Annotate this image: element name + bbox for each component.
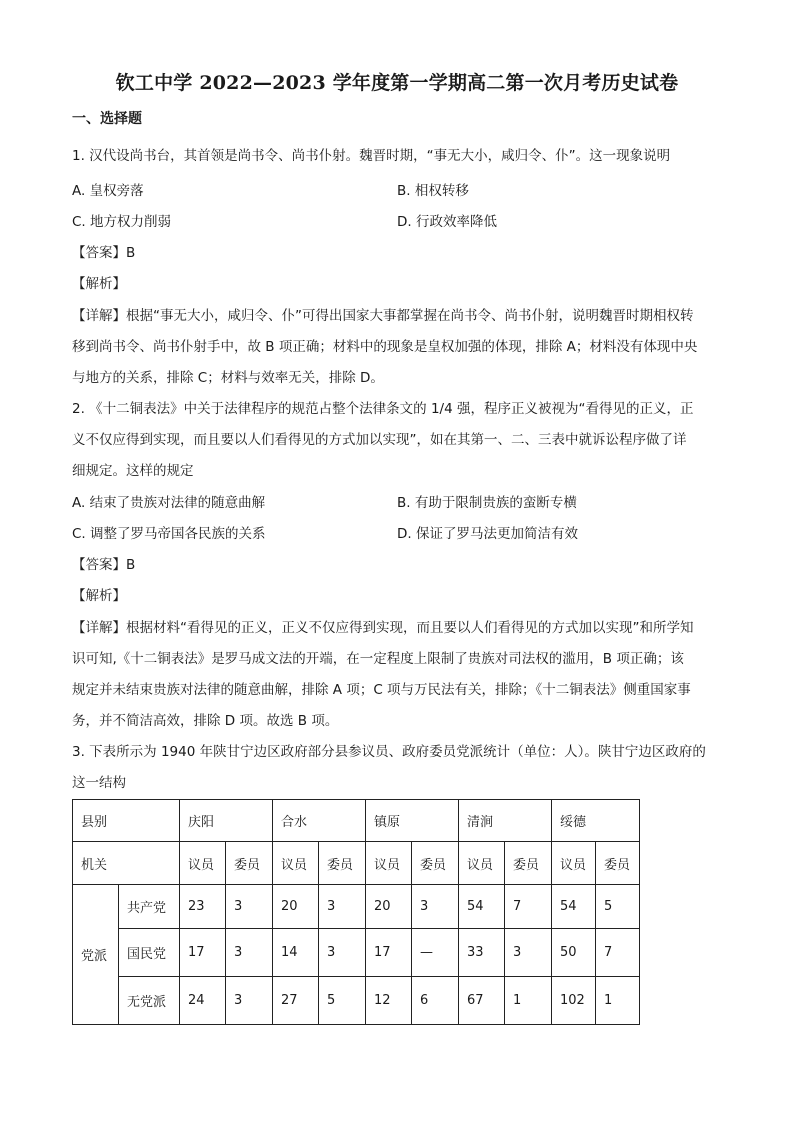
q1-stem: 1. 汉代设尚书台，其首领是尚书令、尚书仆射。魏晋时期，“事无大小，咸归令、仆”。这一现象说明 [72, 148, 671, 164]
county-name: 合水 [273, 800, 366, 842]
role-councilor: 议员 [273, 842, 319, 885]
q1-analysis: 【解析】 [72, 276, 126, 292]
q2-answer: 【答案】B [72, 557, 136, 573]
section-heading: 一、选择题 [72, 111, 142, 127]
q2-option-d: D. 保证了罗马法更加简洁有效 [397, 526, 578, 542]
county-name: 清涧 [459, 800, 552, 842]
table-cell: 20 [366, 885, 412, 929]
role-committee: 委员 [319, 842, 366, 885]
role-councilor: 议员 [366, 842, 412, 885]
table-cell: 50 [552, 929, 596, 977]
table-row [73, 929, 640, 977]
q1-detail-line: 与地方的关系，排除 C；材料与效率无关，排除 D。 [72, 370, 384, 386]
table-cell: 17 [366, 929, 412, 977]
table-cell: 17 [180, 929, 226, 977]
county-name: 镇原 [366, 800, 459, 842]
county-label: 县别 [73, 800, 180, 842]
q3-stem-line: 3. 下表所示为 1940 年陕甘宁边区政府部分县参议员、政府委员党派统计（单位：人）。陕甘宁边区政府的 [72, 744, 706, 760]
table-cell: 3 [226, 977, 273, 1025]
table-cell: 12 [366, 977, 412, 1025]
table-cell: 3 [319, 885, 366, 929]
table-cell: 3 [319, 929, 366, 977]
q2-stem-line: 细规定。这样的规定 [72, 463, 194, 479]
table-cell: 6 [412, 977, 459, 1025]
table-cell: 3 [505, 929, 552, 977]
table-cell: 7 [505, 885, 552, 929]
party-name: 共产党 [119, 885, 180, 929]
role-committee: 委员 [412, 842, 459, 885]
q2-option-a: A. 结束了贵族对法律的随意曲解 [72, 495, 266, 511]
role-committee: 委员 [505, 842, 552, 885]
role-councilor: 议员 [180, 842, 226, 885]
table-cell: 5 [596, 885, 640, 929]
q1-option-a: A. 皇权旁落 [72, 183, 144, 199]
q1-option-c: C. 地方权力削弱 [72, 214, 172, 230]
role-committee: 委员 [596, 842, 640, 885]
table-cell: 54 [459, 885, 505, 929]
party-name: 无党派 [119, 977, 180, 1025]
table-cell: 102 [552, 977, 596, 1025]
party-label: 党派 [73, 885, 119, 1025]
q2-detail-line: 务，并不简洁高效，排除 D 项。故选 B 项。 [72, 713, 339, 729]
table-cell: 27 [273, 977, 319, 1025]
table-cell: 20 [273, 885, 319, 929]
q2-detail-line: 【详解】根据材料“看得见的正义，正义不仅应得到实现，而且要以人们看得见的方式加以实现”和所学知 [72, 620, 694, 636]
county-name: 绥德 [552, 800, 640, 842]
q1-detail-line: 【详解】根据“事无大小，咸归令、仆”可得出国家大事都掌握在尚书令、尚书仆射，说明魏晋时期相权转 [72, 308, 694, 324]
table-cell: 14 [273, 929, 319, 977]
table-cell: 33 [459, 929, 505, 977]
table-header-row [73, 842, 640, 885]
q1-detail-line: 移到尚书令、尚书仆射手中，故 B 项正确；材料中的现象是皇权加强的体现，排除 A；材料没有体现中央 [72, 339, 698, 355]
table-cell: 24 [180, 977, 226, 1025]
table-cell: 54 [552, 885, 596, 929]
q2-analysis: 【解析】 [72, 588, 126, 604]
party-statistics-table [72, 799, 640, 1025]
table-cell: 1 [505, 977, 552, 1025]
table-row [73, 885, 640, 929]
q2-stem-line: 2. 《十二铜表法》中关于法律程序的规范占整个法律条文的 1/4 强，程序正义被视为“看得见的正义，正 [72, 401, 694, 417]
role-committee: 委员 [226, 842, 273, 885]
q3-stem-line: 这一结构 [72, 775, 126, 791]
role-councilor: 议员 [552, 842, 596, 885]
q1-answer: 【答案】B [72, 245, 136, 261]
table-header-row [73, 800, 640, 842]
party-name: 国民党 [119, 929, 180, 977]
exam-title: 钦工中学 2022—2023 学年度第一学期高二第一次月考历史试卷 [115, 72, 679, 94]
q1-option-d: D. 行政效率降低 [397, 214, 497, 230]
table-cell: 3 [226, 929, 273, 977]
q2-stem-line: 义不仅应得到实现，而且要以人们看得见的方式加以实现”，如在其第一、二、三表中就诉讼程序做了详 [72, 432, 687, 448]
table-cell: 3 [226, 885, 273, 929]
table-cell: 5 [319, 977, 366, 1025]
table-row [73, 977, 640, 1025]
q2-detail-line: 识可知,《十二铜表法》是罗马成文法的开端，在一定程度上限制了贵族对司法权的滥用，B 项正确；该 [72, 651, 684, 667]
q2-option-b: B. 有助于限制贵族的蛮断专横 [397, 495, 577, 511]
table-cell: — [412, 929, 459, 977]
table-cell: 7 [596, 929, 640, 977]
org-label: 机关 [73, 842, 180, 885]
county-name: 庆阳 [180, 800, 273, 842]
q2-option-c: C. 调整了罗马帝国各民族的关系 [72, 526, 266, 542]
q1-option-b: B. 相权转移 [397, 183, 469, 199]
q2-detail-line: 规定并未结束贵族对法律的随意曲解，排除 A 项；C 项与万民法有关，排除；《十二铜表法》侧重国家事 [72, 682, 691, 698]
table-cell: 3 [412, 885, 459, 929]
table-cell: 1 [596, 977, 640, 1025]
table-cell: 67 [459, 977, 505, 1025]
role-councilor: 议员 [459, 842, 505, 885]
table-cell: 23 [180, 885, 226, 929]
